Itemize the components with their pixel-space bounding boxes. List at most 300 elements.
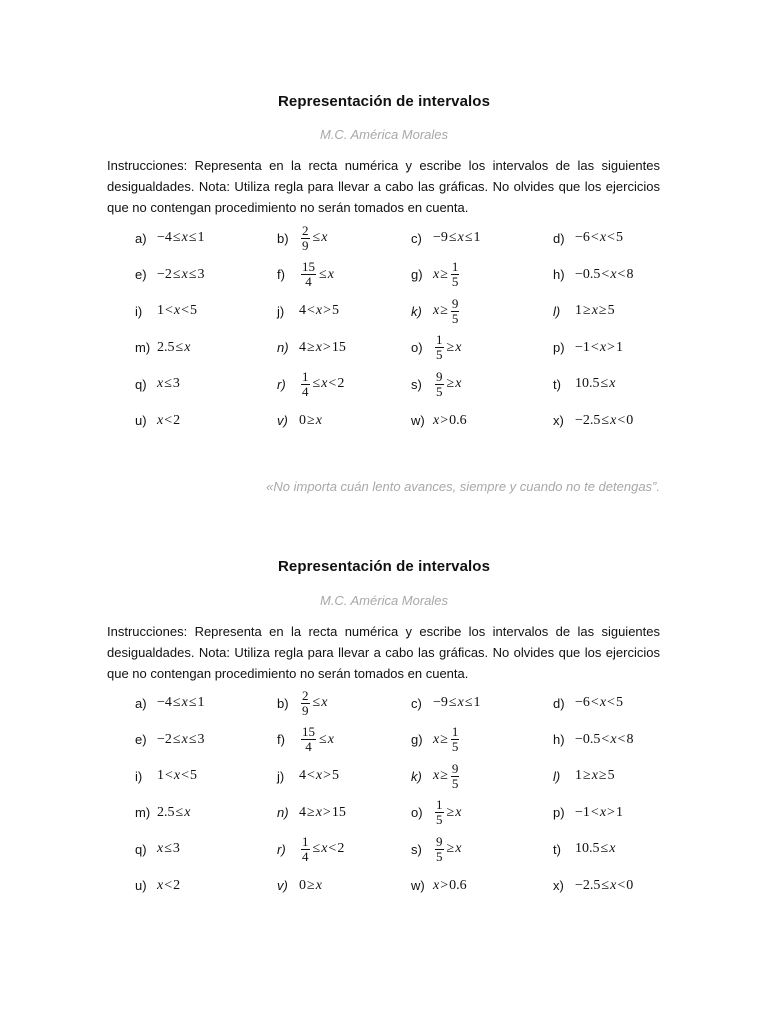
relation-symbol: < bbox=[601, 731, 610, 747]
exercise-item bbox=[411, 366, 461, 402]
relation-symbol: ≥ bbox=[598, 303, 607, 318]
exercise-item bbox=[277, 722, 334, 758]
relation-symbol: ≥ bbox=[598, 768, 607, 783]
relation-symbol: ≤ bbox=[600, 376, 609, 391]
exercise-item bbox=[411, 868, 467, 904]
exercise-label: f) bbox=[277, 732, 285, 747]
exercise-label: v) bbox=[277, 878, 288, 893]
fraction bbox=[435, 370, 444, 399]
fraction-denominator: 4 bbox=[305, 739, 312, 754]
inequality-expression bbox=[433, 835, 461, 864]
variable: x bbox=[315, 303, 323, 318]
variable: x bbox=[184, 804, 191, 820]
fraction bbox=[451, 260, 460, 289]
exercise-label: j) bbox=[277, 303, 285, 319]
number: 4 bbox=[299, 339, 306, 355]
exercise-item bbox=[277, 685, 327, 721]
variable: x bbox=[157, 412, 164, 428]
fraction-denominator: 5 bbox=[451, 310, 459, 326]
motivational-quote: «No importa cuán lento avances, siempre y cuando no te detengas”. bbox=[266, 479, 660, 494]
number: 0 bbox=[299, 412, 306, 428]
variable: x bbox=[327, 266, 334, 282]
relation-symbol: < bbox=[590, 339, 599, 355]
inequality-expression bbox=[157, 230, 205, 246]
inequality-expression bbox=[433, 762, 461, 791]
exercise-item bbox=[135, 868, 180, 904]
variable: x bbox=[609, 841, 616, 856]
exercise-label: b) bbox=[277, 695, 289, 711]
variable: x bbox=[315, 412, 322, 428]
exercise-item bbox=[411, 257, 461, 293]
number: 1 bbox=[157, 768, 164, 783]
exercise-label: d) bbox=[553, 230, 565, 246]
relation-symbol: ≤ bbox=[188, 731, 197, 747]
variable: x bbox=[315, 804, 322, 820]
variable: x bbox=[433, 303, 440, 318]
fraction-denominator: 5 bbox=[436, 812, 443, 827]
relation-symbol: < bbox=[590, 804, 599, 820]
exercise-label: w) bbox=[411, 413, 425, 428]
number: 1 bbox=[197, 230, 205, 245]
inequality-expression bbox=[157, 340, 190, 356]
inequality-expression bbox=[157, 695, 205, 711]
inequality-expression bbox=[433, 878, 467, 894]
number: 5 bbox=[190, 303, 198, 318]
variable: x bbox=[599, 804, 607, 820]
relation-symbol: ≤ bbox=[319, 731, 327, 747]
exercise-item bbox=[135, 366, 180, 402]
number: −1 bbox=[575, 804, 590, 820]
number: −6 bbox=[575, 230, 590, 245]
exercise-item bbox=[277, 366, 344, 402]
variable: x bbox=[433, 768, 440, 783]
number: 4 bbox=[299, 303, 306, 318]
relation-symbol: < bbox=[328, 376, 337, 391]
relation-symbol: < bbox=[617, 731, 626, 747]
relation-symbol: < bbox=[165, 768, 173, 783]
exercise-item bbox=[411, 831, 461, 867]
fraction-denominator: 5 bbox=[436, 848, 443, 864]
exercise-item bbox=[135, 403, 180, 439]
variable: x bbox=[184, 339, 191, 355]
number: 5 bbox=[332, 303, 340, 318]
relation-symbol: < bbox=[607, 695, 615, 710]
number: 3 bbox=[197, 266, 205, 282]
number: 2.5 bbox=[157, 339, 175, 355]
inequality-expression bbox=[575, 376, 615, 392]
exercise-item bbox=[411, 795, 461, 831]
page-title: Representación de intervalos bbox=[277, 558, 491, 575]
inequality-expression bbox=[575, 340, 623, 356]
exercise-label: d) bbox=[553, 695, 565, 711]
relation-symbol: > bbox=[440, 877, 449, 893]
inequality-expression bbox=[299, 260, 334, 289]
fraction-numerator: 2 bbox=[302, 222, 309, 238]
exercise-label: f) bbox=[277, 267, 285, 282]
variable: x bbox=[173, 768, 181, 783]
exercise-item bbox=[553, 831, 615, 867]
variable: x bbox=[181, 266, 188, 282]
inequality-expression bbox=[299, 413, 322, 429]
exercise-label: t) bbox=[553, 841, 561, 857]
exercise-label: k) bbox=[411, 303, 422, 319]
exercise-item bbox=[553, 868, 633, 904]
number: 1 bbox=[575, 303, 582, 318]
exercise-label: s) bbox=[411, 376, 422, 392]
variable: x bbox=[599, 339, 607, 355]
variable: x bbox=[610, 266, 617, 282]
exercise-label: i) bbox=[135, 303, 143, 319]
number: 5 bbox=[607, 303, 615, 318]
exercise-label: b) bbox=[277, 230, 289, 246]
exercise-item bbox=[553, 366, 615, 402]
fraction-numerator: 1 bbox=[436, 797, 443, 812]
variable: x bbox=[315, 877, 322, 893]
exercise-label: g) bbox=[411, 732, 423, 747]
exercise-label: t) bbox=[553, 376, 561, 392]
variable: x bbox=[457, 230, 464, 245]
inequality-expression bbox=[433, 798, 461, 827]
variable: x bbox=[610, 731, 617, 747]
relation-symbol: ≥ bbox=[583, 303, 591, 318]
relation-symbol: > bbox=[322, 804, 331, 820]
fraction-numerator: 15 bbox=[302, 259, 315, 274]
exercise-label: u) bbox=[135, 413, 147, 428]
inequality-expression bbox=[299, 303, 339, 319]
relation-symbol: < bbox=[607, 230, 615, 245]
fraction bbox=[301, 835, 310, 864]
inequality-expression bbox=[433, 695, 481, 711]
number: −4 bbox=[157, 230, 172, 245]
fraction bbox=[435, 835, 444, 864]
fraction bbox=[435, 333, 444, 362]
variable: x bbox=[433, 877, 440, 893]
number: 2.5 bbox=[157, 804, 175, 820]
exercise-item bbox=[553, 685, 623, 721]
variable: x bbox=[157, 841, 164, 856]
relation-symbol: ≥ bbox=[440, 303, 448, 318]
number: −2.5 bbox=[575, 412, 601, 428]
fraction-denominator: 4 bbox=[302, 848, 309, 864]
fraction-numerator: 9 bbox=[436, 833, 443, 849]
relation-symbol: ≥ bbox=[446, 804, 455, 820]
exercise-item bbox=[411, 293, 461, 329]
variable: x bbox=[455, 376, 462, 391]
exercise-label: m) bbox=[135, 340, 151, 355]
relation-symbol: ≥ bbox=[583, 768, 591, 783]
fraction-numerator: 1 bbox=[451, 724, 459, 739]
variable: x bbox=[327, 731, 334, 747]
exercise-item bbox=[277, 758, 339, 794]
variable: x bbox=[315, 768, 323, 783]
relation-symbol: ≤ bbox=[312, 841, 321, 856]
relation-symbol: ≥ bbox=[440, 731, 448, 747]
inequality-expression bbox=[299, 370, 344, 399]
number: 5 bbox=[615, 230, 623, 245]
exercise-label: c) bbox=[411, 230, 422, 246]
fraction-numerator: 2 bbox=[302, 687, 309, 703]
relation-symbol: < bbox=[164, 877, 173, 893]
number: −4 bbox=[157, 695, 172, 710]
relation-symbol: < bbox=[164, 412, 173, 428]
inequality-expression bbox=[575, 768, 615, 784]
inequality-expression bbox=[433, 333, 461, 362]
inequality-expression bbox=[575, 805, 623, 821]
inequality-expression bbox=[433, 370, 461, 399]
number: 2 bbox=[337, 841, 345, 856]
relation-symbol: ≤ bbox=[172, 266, 181, 282]
instructions-text: Instrucciones: Representa en la recta numérica y escribe los intervalos de las siguientes desigualdades. Nota: Utiliza regla para llevar a cabo las gráficas. No olvides que los ejercicios que no contengan procedimiento no serán tomados en cuenta. bbox=[107, 624, 660, 681]
relation-symbol: ≤ bbox=[172, 695, 181, 710]
fraction bbox=[451, 297, 460, 326]
variable: x bbox=[591, 303, 598, 318]
exercise-item bbox=[135, 257, 205, 293]
inequality-expression bbox=[433, 230, 481, 246]
inequality-expression bbox=[575, 732, 633, 748]
exercise-label: w) bbox=[411, 878, 425, 893]
relation-symbol: ≤ bbox=[188, 695, 197, 710]
page-title: Representación de intervalos bbox=[277, 93, 491, 110]
exercise-item bbox=[277, 220, 327, 256]
exercise-item bbox=[553, 403, 633, 439]
relation-symbol: < bbox=[307, 303, 315, 318]
exercise-item bbox=[277, 868, 322, 904]
relation-symbol: < bbox=[181, 303, 190, 318]
exercise-item bbox=[411, 758, 461, 794]
relation-symbol: < bbox=[601, 266, 610, 282]
variable: x bbox=[433, 731, 440, 747]
relation-symbol: ≤ bbox=[164, 376, 172, 391]
number: 2 bbox=[173, 412, 181, 428]
relation-symbol: ≥ bbox=[307, 877, 315, 893]
relation-symbol: ≤ bbox=[464, 695, 473, 710]
inequality-expression bbox=[299, 878, 322, 894]
exercise-label: n) bbox=[277, 805, 289, 820]
fraction-denominator: 5 bbox=[451, 274, 459, 289]
number: 5 bbox=[332, 768, 340, 783]
relation-symbol: ≤ bbox=[319, 266, 327, 282]
number: 5 bbox=[615, 695, 623, 710]
relation-symbol: < bbox=[307, 768, 315, 783]
number: 0.6 bbox=[449, 412, 467, 428]
variable: x bbox=[173, 303, 181, 318]
fraction-numerator: 1 bbox=[302, 833, 309, 849]
number: −0.5 bbox=[575, 266, 601, 282]
exercise-label: e) bbox=[135, 267, 147, 282]
variable: x bbox=[181, 731, 188, 747]
inequality-expression bbox=[575, 230, 623, 246]
relation-symbol: ≥ bbox=[307, 412, 315, 428]
relation-symbol: > bbox=[322, 339, 331, 355]
number: 15 bbox=[331, 804, 346, 820]
relation-symbol: ≥ bbox=[446, 376, 455, 391]
exercise-label: x) bbox=[553, 878, 564, 893]
relation-symbol: ≥ bbox=[446, 339, 455, 355]
number: 8 bbox=[626, 731, 634, 747]
relation-symbol: < bbox=[328, 841, 337, 856]
number: 1 bbox=[473, 695, 481, 710]
exercise-label: o) bbox=[411, 340, 423, 355]
exercise-label: j) bbox=[277, 768, 285, 784]
exercise-label: e) bbox=[135, 732, 147, 747]
number: 1 bbox=[197, 695, 205, 710]
variable: x bbox=[433, 412, 440, 428]
relation-symbol: ≥ bbox=[307, 339, 315, 355]
fraction bbox=[301, 725, 316, 754]
number: −9 bbox=[433, 230, 448, 245]
exercise-item bbox=[553, 795, 623, 831]
number: 3 bbox=[172, 376, 180, 391]
fraction-denominator: 9 bbox=[302, 702, 309, 718]
inequality-expression bbox=[157, 732, 205, 748]
number: 4 bbox=[299, 804, 306, 820]
relation-symbol: < bbox=[617, 877, 626, 893]
number: 1 bbox=[575, 768, 582, 783]
variable: x bbox=[321, 695, 328, 710]
variable: x bbox=[455, 841, 462, 856]
inequality-expression bbox=[575, 303, 615, 319]
relation-symbol: > bbox=[607, 339, 615, 355]
relation-symbol: ≤ bbox=[172, 230, 181, 245]
exercise-label: k) bbox=[411, 768, 422, 784]
fraction-numerator: 1 bbox=[451, 259, 459, 274]
exercise-label: n) bbox=[277, 340, 289, 355]
fraction-numerator: 9 bbox=[451, 760, 459, 776]
inequality-expression bbox=[575, 413, 633, 429]
exercise-label: c) bbox=[411, 695, 422, 711]
inequality-expression bbox=[157, 413, 180, 429]
exercise-item bbox=[135, 685, 205, 721]
relation-symbol: ≥ bbox=[307, 804, 315, 820]
exercise-label: h) bbox=[553, 732, 565, 747]
exercise-label: p) bbox=[553, 340, 565, 355]
exercise-label: s) bbox=[411, 841, 422, 857]
exercise-item bbox=[277, 831, 344, 867]
number: 10.5 bbox=[575, 376, 600, 391]
number: 0 bbox=[626, 412, 634, 428]
relation-symbol: < bbox=[617, 412, 626, 428]
fraction-denominator: 5 bbox=[436, 347, 443, 362]
relation-symbol: ≤ bbox=[448, 230, 457, 245]
number: 10.5 bbox=[575, 841, 600, 856]
exercise-label: q) bbox=[135, 841, 147, 857]
exercise-item bbox=[411, 220, 481, 256]
exercise-label: h) bbox=[553, 267, 565, 282]
relation-symbol: ≤ bbox=[175, 804, 184, 820]
exercise-item bbox=[553, 758, 615, 794]
exercise-label: g) bbox=[411, 267, 423, 282]
relation-symbol: ≤ bbox=[448, 695, 457, 710]
fraction bbox=[301, 689, 310, 718]
exercise-label: a) bbox=[135, 695, 147, 711]
inequality-expression bbox=[157, 267, 205, 283]
inequality-expression bbox=[575, 841, 615, 857]
relation-symbol: ≤ bbox=[312, 376, 321, 391]
relation-symbol: < bbox=[590, 695, 599, 710]
fraction-numerator: 15 bbox=[302, 724, 315, 739]
variable: x bbox=[157, 376, 164, 391]
exercise-label: m) bbox=[135, 805, 151, 820]
fraction-numerator: 1 bbox=[302, 368, 309, 384]
exercise-item bbox=[135, 293, 197, 329]
exercise-item bbox=[277, 403, 322, 439]
inequality-expression bbox=[299, 835, 344, 864]
inequality-expression bbox=[433, 297, 461, 326]
exercise-label: a) bbox=[135, 230, 147, 246]
fraction-numerator: 9 bbox=[436, 368, 443, 384]
relation-symbol: ≤ bbox=[188, 230, 197, 245]
number: 3 bbox=[172, 841, 180, 856]
fraction-denominator: 4 bbox=[305, 274, 312, 289]
number: −1 bbox=[575, 339, 590, 355]
fraction-numerator: 9 bbox=[451, 295, 459, 311]
number: 0 bbox=[299, 877, 306, 893]
variable: x bbox=[591, 768, 598, 783]
inequality-expression bbox=[575, 267, 633, 283]
exercise-item bbox=[135, 831, 180, 867]
fraction-numerator: 1 bbox=[436, 332, 443, 347]
relation-symbol: > bbox=[607, 804, 615, 820]
fraction-denominator: 9 bbox=[302, 237, 309, 253]
inequality-expression bbox=[299, 768, 339, 784]
fraction bbox=[301, 224, 310, 253]
number: 1 bbox=[473, 230, 481, 245]
variable: x bbox=[610, 877, 617, 893]
fraction bbox=[451, 725, 460, 754]
number: −0.5 bbox=[575, 731, 601, 747]
relation-symbol: < bbox=[617, 266, 626, 282]
author-name: M.C. América Morales bbox=[319, 593, 449, 608]
variable: x bbox=[609, 376, 616, 391]
inequality-expression bbox=[575, 878, 633, 894]
number: 1 bbox=[615, 339, 623, 355]
exercise-item bbox=[135, 722, 205, 758]
exercise-label: x) bbox=[553, 413, 564, 428]
fraction bbox=[301, 370, 310, 399]
exercise-item bbox=[277, 293, 339, 329]
exercise-label: l) bbox=[553, 303, 561, 319]
exercise-label: i) bbox=[135, 768, 143, 784]
fraction bbox=[435, 798, 444, 827]
exercise-label: r) bbox=[277, 376, 286, 392]
inequality-expression bbox=[433, 260, 461, 289]
fraction-denominator: 5 bbox=[451, 739, 459, 754]
inequality-expression bbox=[157, 878, 180, 894]
inequality-expression bbox=[299, 689, 327, 718]
number: −2 bbox=[157, 266, 172, 282]
variable: x bbox=[457, 695, 464, 710]
relation-symbol: ≤ bbox=[172, 731, 181, 747]
exercise-item bbox=[411, 722, 461, 758]
exercise-item bbox=[277, 257, 334, 293]
variable: x bbox=[321, 841, 328, 856]
variable: x bbox=[599, 695, 607, 710]
number: 3 bbox=[197, 731, 205, 747]
inequality-expression bbox=[575, 695, 623, 711]
number: −2 bbox=[157, 731, 172, 747]
exercise-label: p) bbox=[553, 805, 565, 820]
variable: x bbox=[181, 695, 188, 710]
exercise-item bbox=[411, 330, 461, 366]
variable: x bbox=[315, 339, 322, 355]
number: −2.5 bbox=[575, 877, 601, 893]
exercise-label: u) bbox=[135, 878, 147, 893]
fraction-denominator: 5 bbox=[436, 383, 443, 399]
relation-symbol: ≥ bbox=[440, 768, 448, 783]
relation-symbol: < bbox=[165, 303, 173, 318]
number: 5 bbox=[607, 768, 615, 783]
variable: x bbox=[321, 230, 328, 245]
